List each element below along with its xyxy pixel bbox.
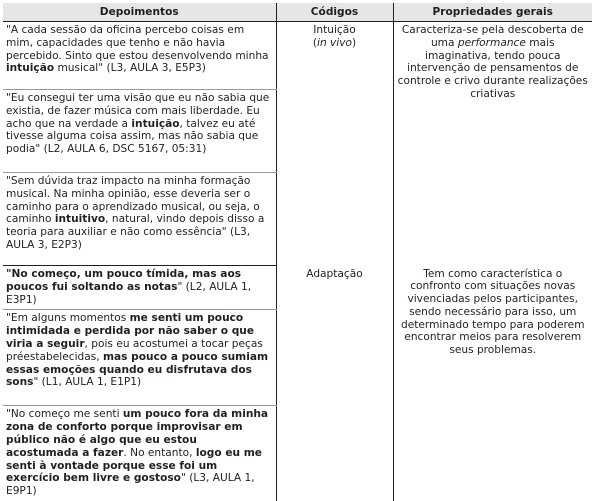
header-codigos: Códigos <box>276 3 393 22</box>
quote-text: , pois eu acostumei a tocar peças préestabelecidas, <box>6 337 263 363</box>
quote-emphasis: mas pouco a pouco sumiam essas emoções quando eu disfrutava dos sons <box>6 350 269 389</box>
quote-cell <box>3 406 276 501</box>
group-intuicao <box>3 22 592 266</box>
quote-emphasis: intuitivo <box>54 213 106 226</box>
properties-text: Tem como característica o confronto com situações novas vivenciadas pelos participantes, sendo necessário para isso, um determinado tempo para poderem encontrar meios para resolverem seus problemas. <box>400 267 585 357</box>
code-label: Intuição <box>313 24 356 36</box>
header-row <box>3 3 592 22</box>
header-depoimentos: Depoimentos <box>3 3 276 22</box>
quote-emphasis: logo eu me senti à vontade porque esse foi um exercício bem livre e gostoso <box>6 446 262 485</box>
quote-text: "Eu consegui ter uma visão que eu não sabia que existia, de fazer música com mais liberdade. Eu acho que na verdade a <box>6 92 270 130</box>
quote-text: "Sem dúvida traz impacto na minha formação musical. Na minha opinião, esse deveria ser o caminho para o aprendizado musical, ou seja, o caminho <box>6 175 260 226</box>
code-cell <box>276 266 393 501</box>
quote-text: . No entanto, <box>123 446 196 459</box>
quote-text: "No começo me senti <box>6 408 123 421</box>
quote-cell <box>3 173 276 266</box>
properties-text-italic: performance <box>457 36 526 49</box>
quote-text: , talvez eu até tivesse alguma coisa assim, mas não sabia que podia" (L2, AULA 6, DSC 5167, 05:31) <box>6 117 259 156</box>
table-row <box>3 22 592 90</box>
quote-emphasis: intuição <box>131 117 180 130</box>
quote-text: " (L1, AULA 1, E1P1) <box>33 376 142 389</box>
quote-cell <box>3 310 276 406</box>
quote-emphasis: "No começo, um pouco tímida, mas aos poucos fui soltando as notas <box>6 268 242 293</box>
properties-cell <box>393 22 592 266</box>
group-adaptacao <box>3 266 592 501</box>
code-note: (in vivo) <box>312 36 357 49</box>
code-note-text: in vivo <box>317 36 352 49</box>
properties-text: Caracteriza-se pela descoberta de uma <box>401 24 584 49</box>
code-cell <box>276 22 393 266</box>
quote-text: musical" (L3, AULA 3, E5P3) <box>54 62 206 75</box>
quote-emphasis: um pouco fora da minha zona de conforto porque improvisar em público não é algo que eu estou acostumada a fazer <box>6 408 269 459</box>
header-propriedades: Propriedades gerais <box>393 3 592 22</box>
coding-table <box>3 3 592 501</box>
properties-text: mais imaginativa, tendo pouca intervenção de pensamentos de controle e crivo durante realizações criativas <box>397 36 588 100</box>
code-label: Adaptação <box>306 267 363 280</box>
quote-emphasis: intuição <box>6 62 55 75</box>
quote-text: " (L2, AULA 1, E3P1) <box>6 280 252 306</box>
quote-emphasis: me senti um pouco intimidada e perdida por não saber o que viria a seguir <box>6 312 255 350</box>
quote-cell <box>3 90 276 173</box>
quote-text: " (L3, AULA 1, E9P1) <box>6 472 255 498</box>
properties-cell <box>393 266 592 501</box>
quote-cell <box>3 22 276 90</box>
quote-text: "A cada sessão da oficina percebo coisas em mim, capacidades que tenho e não havia percebido. Sinto que estou desenvolvendo minha <box>6 24 269 62</box>
quote-cell <box>3 266 276 310</box>
quote-text: "Em alguns momentos <box>6 312 130 325</box>
table-row <box>3 266 592 310</box>
quote-text: , natural, vindo depois disso a teoria para auxiliar e não como essência" (L3, AULA 3, E2P3) <box>6 213 265 251</box>
